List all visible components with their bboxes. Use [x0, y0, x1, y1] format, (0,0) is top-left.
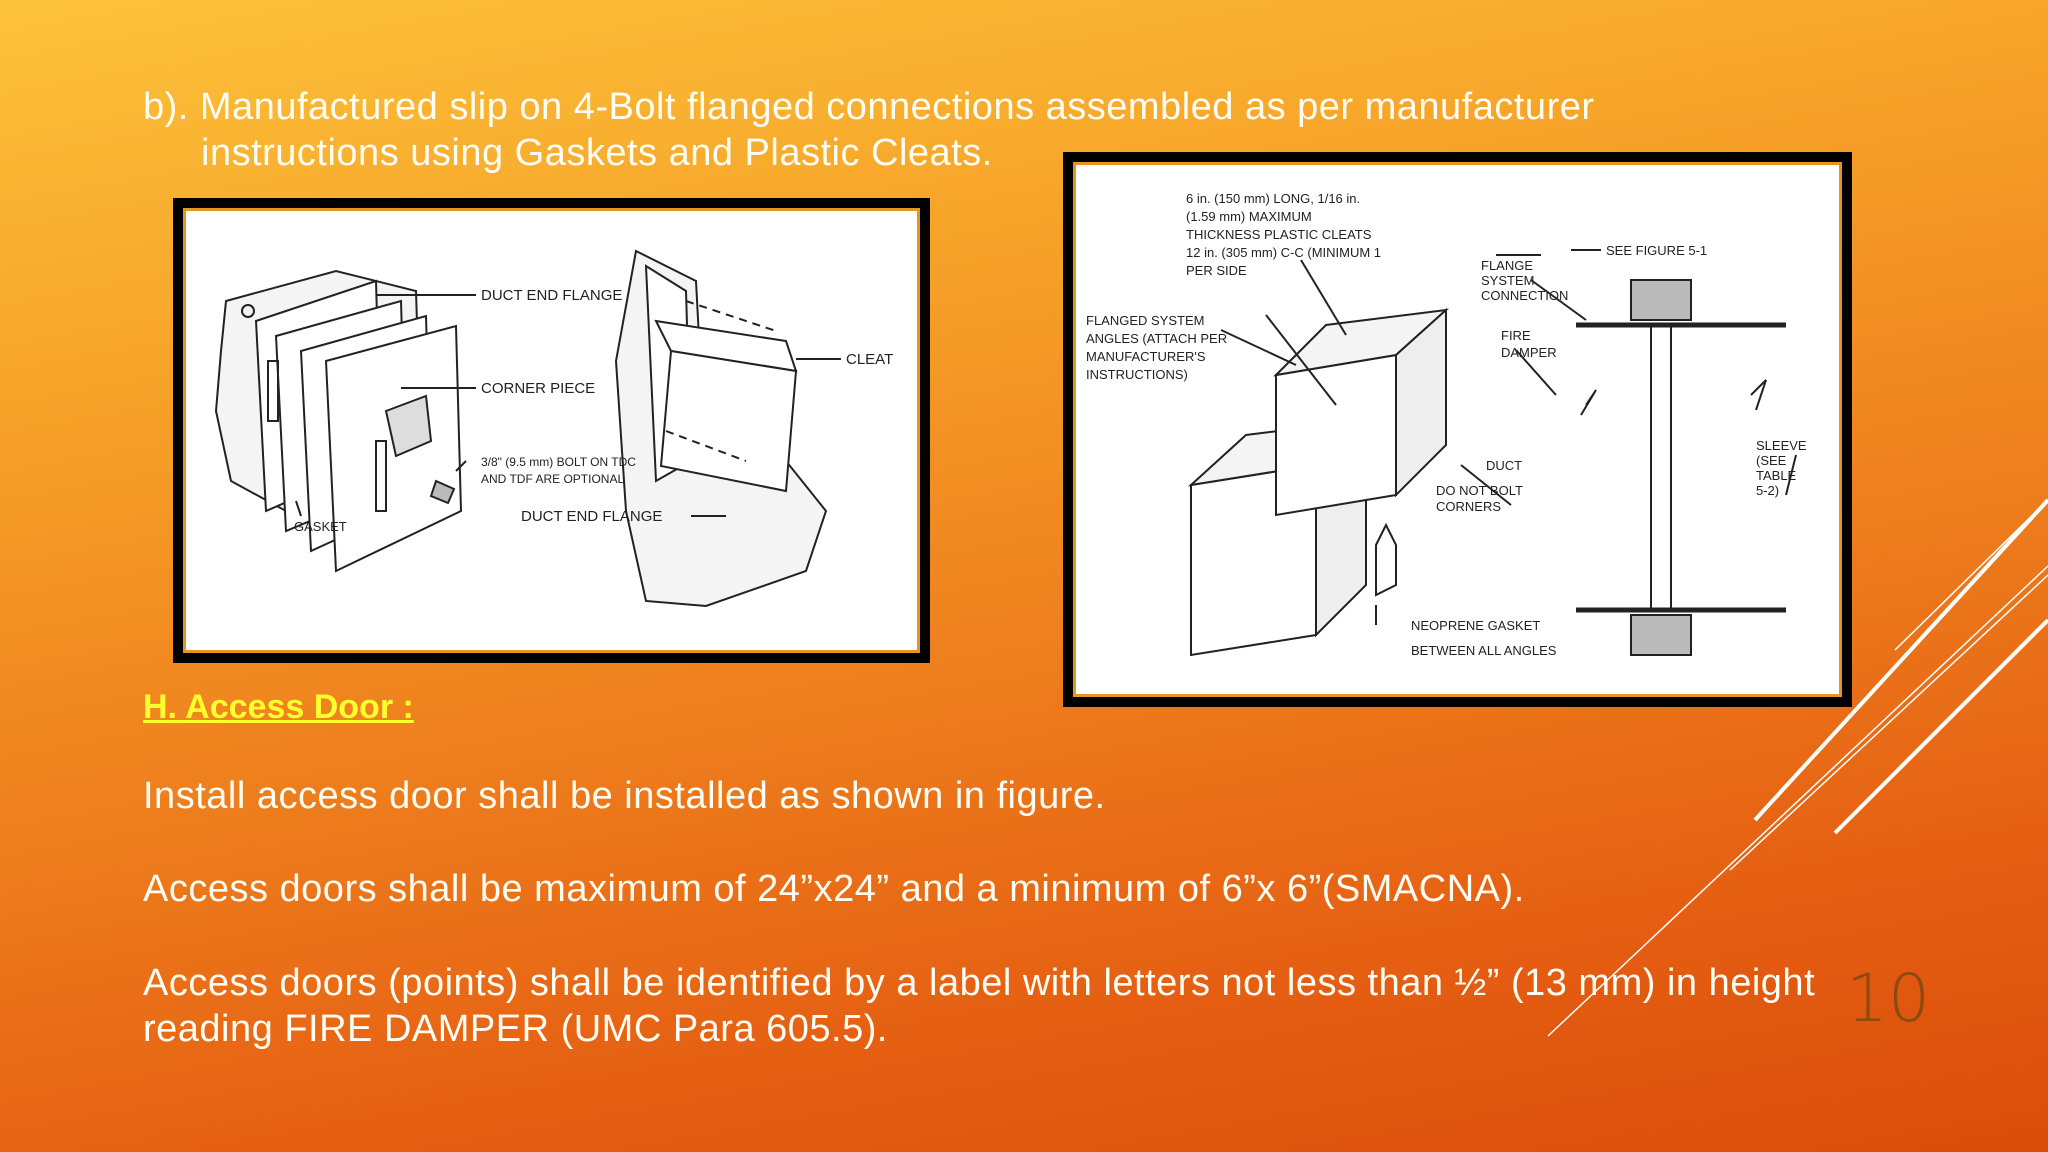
label-duct: DUCT — [1486, 458, 1523, 473]
label-sleeve-line-2: (SEE — [1756, 453, 1787, 468]
label-fire-line-2: DAMPER — [1501, 345, 1557, 360]
label-cleat-line-1: 6 in. (150 mm) LONG, 1/16 in. — [1186, 191, 1361, 206]
label-cleat-line-2: (1.59 mm) MAXIMUM — [1186, 209, 1312, 224]
label-cleat-line-4: 12 in. (305 mm) C-C (MINIMUM 1 — [1186, 245, 1382, 260]
paragraph-label: Access doors (points) shall be identified by a label with letters not less than ½” (13 mm) in height reading FIRE DAMPER (UMC Para 605.5). — [143, 962, 1816, 1050]
label-flange-line-3: CONNECTION — [1481, 288, 1569, 303]
label-angles-line-1: FLANGED SYSTEM — [1086, 313, 1205, 328]
label-bolt-line-1: DO NOT BOLT — [1436, 483, 1523, 498]
label-gasket-line-1: NEOPRENE GASKET — [1411, 618, 1541, 633]
paragraph-install: Install access door shall be installed as shown in figure. — [143, 775, 1106, 817]
label-duct-end-flange-top: DUCT END FLANGE — [481, 287, 623, 304]
label-cleat: CLEAT — [846, 351, 894, 368]
label-bolt-line-2: CORNERS — [1436, 499, 1502, 514]
label-sleeve-line-1: SLEEVE — [1756, 438, 1807, 453]
label-corner-piece: CORNER PIECE — [481, 380, 596, 397]
label-cleat-line-5: PER SIDE — [1186, 263, 1247, 278]
flange-assembly-drawing — [186, 211, 917, 650]
label-fire-line-1: FIRE — [1501, 328, 1531, 343]
section-heading: H. Access Door : — [143, 688, 414, 726]
decor-line-5 — [1895, 500, 2048, 650]
label-flange-line-1: FLANGE — [1481, 258, 1534, 273]
label-duct-end-flange-bottom: DUCT END FLANGE — [521, 508, 663, 525]
fire-damper-drawing — [1076, 165, 1839, 694]
label-cleat-line-3: THICKNESS PLASTIC CLEATS — [1186, 227, 1372, 242]
label-sleeve-line-3: TABLE — [1756, 468, 1797, 483]
decor-line-4 — [1835, 620, 2048, 833]
intro-line-1: b). Manufactured slip on 4-Bolt flanged connections assembled as per manufacturer — [143, 86, 1595, 128]
label-bolt-line-2: AND TDF ARE OPTIONAL — [481, 472, 625, 486]
label-flange-line-2: SYSTEM — [1481, 273, 1535, 288]
label-gasket-line-2: BETWEEN ALL ANGLES — [1411, 643, 1557, 658]
label-gasket: GASKET — [294, 519, 347, 534]
label-angles-line-4: INSTRUCTIONS) — [1086, 367, 1188, 382]
intro-line-2: instructions using Gaskets and Plastic Cleats. — [201, 132, 993, 174]
label-bolt-line-1: 3/8" (9.5 mm) BOLT ON TDC — [481, 455, 636, 469]
page-number: 10 — [1846, 960, 1930, 1037]
label-angles-line-3: MANUFACTURER'S — [1086, 349, 1206, 364]
paragraph-size: Access doors shall be maximum of 24”x24” and a minimum of 6”x 6”(SMACNA). — [143, 868, 1525, 910]
label-sleeve-line-4: 5-2) — [1756, 483, 1780, 498]
figure-fire-damper-connection — [1063, 152, 1852, 707]
label-see-figure: SEE FIGURE 5-1 — [1606, 243, 1708, 258]
label-angles-line-2: ANGLES (ATTACH PER — [1086, 331, 1228, 346]
figure-flange-assembly — [173, 198, 930, 663]
